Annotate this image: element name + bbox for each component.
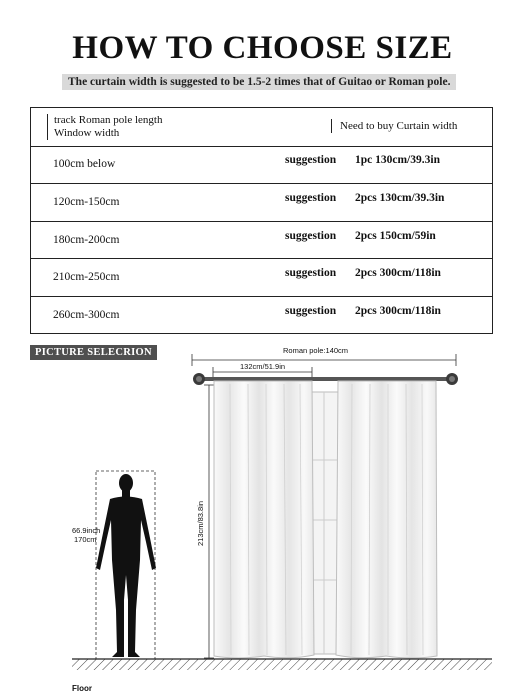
row-range: 120cm-150cm [53, 195, 120, 208]
person-height-label-cm: 170cm [74, 535, 97, 544]
picture-section-tag: PICTURE SELECRION [30, 345, 157, 360]
row-suggestion: suggestion [285, 191, 337, 204]
right-curtain-panel [336, 381, 437, 658]
row-value: 2pcs 130cm/39.3in [355, 191, 445, 204]
row-suggestion: suggestion [285, 267, 337, 280]
row-value: 2pcs 150cm/59in [355, 229, 436, 242]
panel-width-label: 132cm/51.9in [240, 362, 286, 371]
header-right: Need to buy Curtain width [331, 119, 457, 133]
subtitle-note: The curtain width is suggested to be 1.5-2 times that of Guitao or Roman pole. [62, 74, 456, 90]
row-range: 260cm-300cm [53, 309, 120, 322]
left-curtain-panel [214, 381, 314, 658]
page-title: HOW TO CHOOSE SIZE [72, 30, 453, 66]
person-height-label-inch: 66.9inch [72, 526, 101, 535]
floor-label: Floor [72, 684, 92, 693]
person-silhouette-icon [96, 474, 156, 657]
row-range: 180cm-200cm [53, 233, 120, 246]
row-suggestion: suggestion [285, 229, 337, 242]
pole-dimension-line [192, 354, 456, 366]
row-suggestion: suggestion [285, 154, 337, 166]
row-range: 210cm-250cm [53, 271, 120, 284]
pole-length-label: Roman pole:140cm [283, 346, 349, 355]
row-value: 1pc 130cm/39.3in [355, 154, 440, 166]
row-suggestion: suggestion [285, 305, 337, 318]
curtain-height-label: 213cm/83.8in [196, 500, 205, 546]
floor-line [72, 659, 492, 670]
row-range: 100cm below [53, 158, 116, 170]
header-left-line2: Window width [54, 127, 120, 139]
row-value: 2pcs 300cm/118in [355, 305, 441, 318]
row-value: 2pcs 300cm/118in [355, 267, 441, 280]
header-left-line1: track Roman pole length [54, 114, 163, 126]
height-dimension-line [204, 385, 214, 658]
